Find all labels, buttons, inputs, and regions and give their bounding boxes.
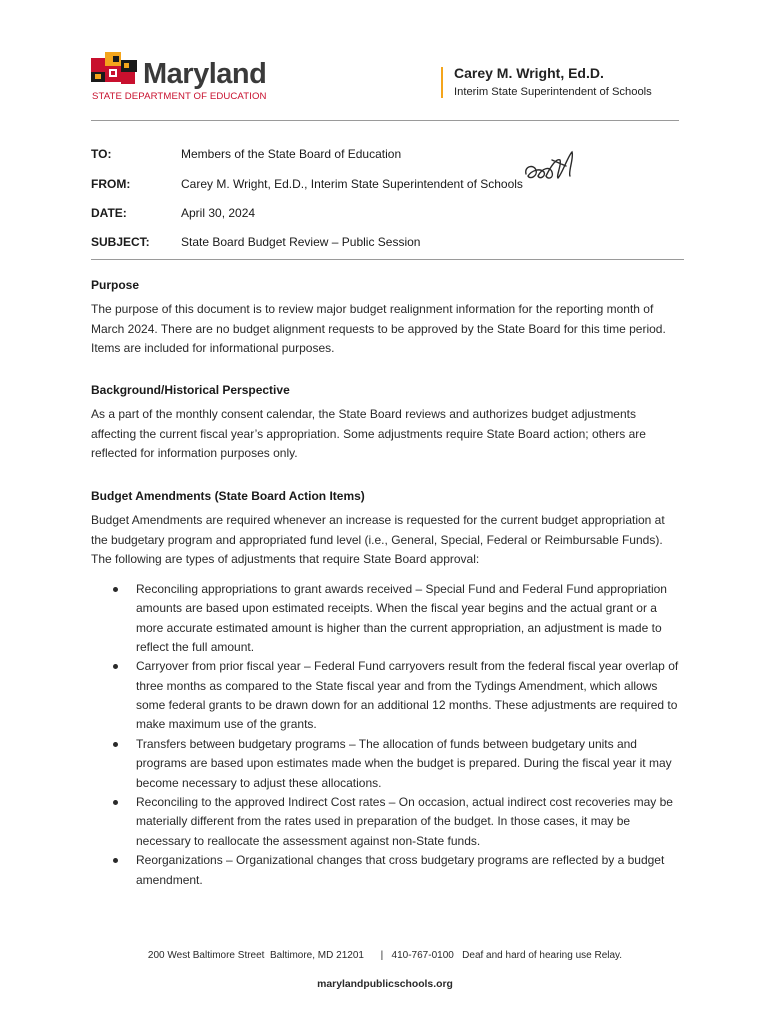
bullet-icon bbox=[113, 800, 118, 805]
background-text: As a part of the monthly consent calendar, the State Board reviews and authorizes budget adjustments affecting the current fiscal year’s appropriation. Some adjustments require State Board action; others are reflected for information purposes only. bbox=[91, 407, 646, 460]
purpose-heading: Purpose bbox=[91, 278, 140, 292]
bullet-icon bbox=[113, 664, 118, 669]
subject-label: SUBJECT: bbox=[91, 235, 150, 249]
logo-subtitle: STATE DEPARTMENT OF EDUCATION bbox=[92, 91, 267, 102]
list-item bbox=[91, 580, 681, 657]
list-item bbox=[91, 657, 681, 734]
amendments-heading: Budget Amendments (State Board Action Items) bbox=[91, 489, 365, 503]
superintendent-title: Interim State Superintendent of Schools bbox=[454, 86, 652, 98]
maryland-flag-icon bbox=[91, 52, 141, 88]
signature-image bbox=[522, 146, 580, 193]
bullet-icon bbox=[113, 742, 118, 747]
memo-rule bbox=[91, 259, 684, 260]
purpose-text: The purpose of this document is to review major budget realignment information for the reporting month of March 2024. There are no budget alignment requests to be approved by the State Board for this time period. Items are included for informational purposes. bbox=[91, 302, 666, 355]
date-value: April 30, 2024 bbox=[181, 206, 256, 220]
from-value: Carey M. Wright, Ed.D., Interim State Superintendent of Schools bbox=[181, 177, 523, 191]
from-label: FROM: bbox=[91, 177, 131, 191]
list-item bbox=[91, 851, 681, 890]
superintendent-name: Carey M. Wright, Ed.D. bbox=[454, 65, 604, 81]
footer-website-link[interactable]: marylandpublicschools.org bbox=[317, 979, 453, 990]
list-item bbox=[91, 735, 681, 793]
footer-address: 200 West Baltimore Street Baltimore, MD 21201 | 410-767-0100 Deaf and hard of hearing use Relay. bbox=[147, 950, 623, 961]
date-label: DATE: bbox=[91, 206, 127, 220]
list-item-text: Reconciling to the approved Indirect Cost rates – On occasion, actual indirect cost recoveries may be materially different from the rates used in preparation of the budget. In those cases, it may be necessary to reallocate the assessment against non-State funds. bbox=[136, 795, 673, 848]
header-rule bbox=[91, 120, 679, 121]
list-item-text: Reorganizations – Organizational changes that cross budgetary programs are reflected by a budget amendment. bbox=[136, 853, 665, 887]
to-label: TO: bbox=[91, 147, 112, 161]
list-item-text: Reconciling appropriations to grant awards received – Special Fund and Federal Fund appropriation amounts are based upon estimated receipts. When the fiscal year begins and the actual grant or a more accurate estimated amount is higher than the current appropriation, an adjustment is made to reflect the full amount. bbox=[136, 582, 667, 654]
list-item-text: Carryover from prior fiscal year – Federal Fund carryovers result from the federal fiscal year overlap of three months as compared to the State fiscal year and from the Tydings Amendment, which allows some federal grants to be drawn down for an additional 12 months. These adjustments are required to make maximum use of the grants. bbox=[136, 659, 679, 732]
msde-logo bbox=[91, 52, 267, 102]
background-heading: Background/Historical Perspective bbox=[91, 383, 290, 397]
bullet-icon bbox=[113, 858, 118, 863]
list-item bbox=[91, 793, 681, 851]
logo-wordmark: Maryland bbox=[143, 58, 267, 90]
to-value: Members of the State Board of Education bbox=[181, 147, 402, 161]
list-item-text: Transfers between budgetary programs – The allocation of funds between budgetary units and programs are based upon estimates made when the budget is prepared. During the fiscal year it may become necessary to adjust these allocations. bbox=[136, 736, 672, 790]
subject-value: State Board Budget Review – Public Session bbox=[181, 235, 421, 249]
bullet-icon bbox=[113, 587, 118, 592]
amendments-text: Budget Amendments are required whenever an increase is requested for the current budget appropriation at the budgetary program and appropriated fund level (i.e., General, Special, Federal or Reimbursable Funds). The following are types of adjustments that require State Board approval: bbox=[91, 513, 665, 566]
header-divider bbox=[441, 67, 443, 98]
amendment-types-list bbox=[91, 580, 681, 890]
